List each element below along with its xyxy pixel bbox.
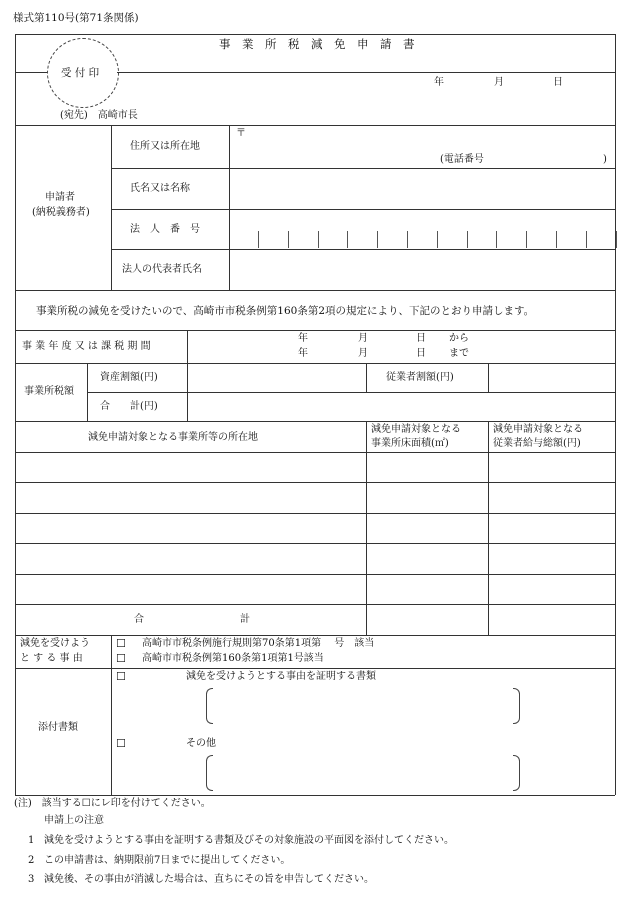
bracket-open-icon — [206, 688, 213, 724]
payroll-header-1: 減免申請対象となる — [493, 424, 583, 435]
digit-separator — [526, 231, 527, 248]
digit-separator — [556, 231, 557, 248]
taxpayer-label: (納税義務者) — [32, 207, 90, 218]
note-number: 3 — [28, 874, 35, 885]
asset-amount-label: 資産割額(円) — [100, 372, 158, 383]
reason-label-2: と す る 事 由 — [20, 653, 83, 664]
applicant-label: 申請者 — [45, 192, 75, 203]
stamp-label: 受 付 印 — [61, 67, 100, 79]
bracket-close-icon — [513, 755, 520, 791]
form-title: 事 業 所 税 減 免 申 請 書 — [219, 37, 415, 51]
period-to-year: 年 — [298, 348, 308, 359]
addressee: (宛先) 高崎市長 — [60, 110, 138, 121]
employee-amount-label: 従業者割額(円) — [386, 372, 454, 383]
locations-total-label-b: 計 — [240, 614, 250, 625]
representative-input[interactable] — [232, 252, 612, 287]
table-row[interactable] — [16, 544, 614, 573]
reason-label-1: 減免を受けよう — [20, 638, 90, 649]
period-label: 事 業 年 度 又 は 課 税 期 間 — [22, 341, 151, 352]
reason-checkbox-2[interactable]: ☐ — [116, 652, 126, 665]
phone-label: (電話番号 — [440, 154, 484, 165]
period-from-suffix: から — [449, 333, 469, 344]
address-input[interactable] — [236, 130, 606, 150]
period-from-year: 年 — [298, 333, 308, 344]
payroll-header-2: 従業者給与総額(円) — [493, 438, 581, 449]
reason-option-2: 高崎市市税条例第160条第1項第1号該当 — [142, 653, 324, 664]
representative-label: 法人の代表者氏名 — [122, 264, 202, 275]
frame-bottom — [15, 795, 615, 796]
attachment-item-2: その他 — [186, 738, 216, 749]
attachment-checkbox-2[interactable]: ☐ — [116, 737, 126, 750]
employee-amount-input[interactable] — [491, 366, 612, 389]
period-to-month: 月 — [358, 348, 368, 359]
location-column-header: 減免申請対象となる事業所等の所在地 — [88, 432, 258, 443]
digit-separator — [288, 231, 289, 248]
floor-area-header-1: 減免申請対象となる — [371, 424, 461, 435]
postal-mark: 〒 — [236, 128, 246, 139]
period-from-day: 日 — [416, 333, 426, 344]
digit-separator — [377, 231, 378, 248]
frame-right — [615, 34, 616, 795]
reason-option-1: 高崎市市税条例施行規則第70条第1項第 号 該当 — [142, 638, 375, 649]
frame-left — [15, 34, 16, 795]
name-label: 氏名又は名称 — [130, 183, 190, 194]
tax-total-label: 合 計(円) — [100, 401, 158, 412]
corp-number-label: 法 人 番 号 — [130, 224, 200, 235]
attachment-item-1: 減免を受けようとする事由を証明する書類 — [186, 671, 376, 682]
digit-separator — [496, 231, 497, 248]
attachments-label: 添付書類 — [38, 722, 78, 733]
frame-top — [15, 34, 615, 35]
attachment-detail-input-2[interactable] — [214, 757, 510, 787]
note-number: 1 — [28, 835, 35, 846]
asset-amount-input[interactable] — [190, 366, 363, 389]
reason-checkbox-1[interactable]: ☐ — [116, 637, 126, 650]
note-item: 減免後、その事由が消滅した場合は、直ちにその旨を申告してください。 — [44, 874, 374, 885]
table-row[interactable] — [16, 483, 614, 512]
digit-separator — [616, 231, 617, 248]
digit-separator — [407, 231, 408, 248]
date-year: 年 — [434, 77, 444, 88]
bracket-close-icon — [513, 688, 520, 724]
table-row[interactable] — [16, 453, 614, 481]
locations-total-label-a: 合 — [134, 614, 144, 625]
note-item: この申請書は、納期限前7日までに提出してください。 — [44, 855, 291, 866]
period-to-day: 日 — [416, 348, 426, 359]
attachment-detail-input-1[interactable] — [214, 690, 510, 720]
notes-title: 申請上の注意 — [44, 815, 104, 826]
period-to-suffix: まで — [449, 348, 469, 359]
name-input[interactable] — [232, 171, 612, 206]
tax-amount-label: 事業所税額 — [24, 386, 74, 397]
checkbox-note: (注) 該当する☐にレ印を付けてください。 — [14, 798, 211, 809]
date-month: 月 — [494, 77, 504, 88]
digit-separator — [586, 231, 587, 248]
tax-total-input[interactable] — [190, 395, 612, 418]
date-day: 日 — [553, 77, 563, 88]
address-label: 住所又は所在地 — [130, 141, 200, 152]
period-from-month: 月 — [358, 333, 368, 344]
digit-separator — [258, 231, 259, 248]
bracket-open-icon — [206, 755, 213, 791]
attachment-checkbox-1[interactable]: ☐ — [116, 670, 126, 683]
note-number: 2 — [28, 855, 35, 866]
table-row[interactable] — [16, 575, 614, 603]
statement: 事業所税の減免を受けたいので、高崎市市税条例第160条第2項の規定により、下記のとおり申請します。 — [36, 305, 535, 317]
digit-separator — [467, 231, 468, 248]
digit-separator — [437, 231, 438, 248]
form-number: 様式第110号(第71条関係) — [13, 12, 139, 24]
digit-separator — [318, 231, 319, 248]
table-row[interactable] — [16, 514, 614, 542]
floor-area-header-2: 事業所床面積(㎡) — [371, 438, 449, 449]
phone-close: ) — [603, 154, 607, 165]
note-item: 減免を受けようとする事由を証明する書類及びその対象施設の平面図を添付してください。 — [44, 835, 454, 846]
digit-separator — [347, 231, 348, 248]
